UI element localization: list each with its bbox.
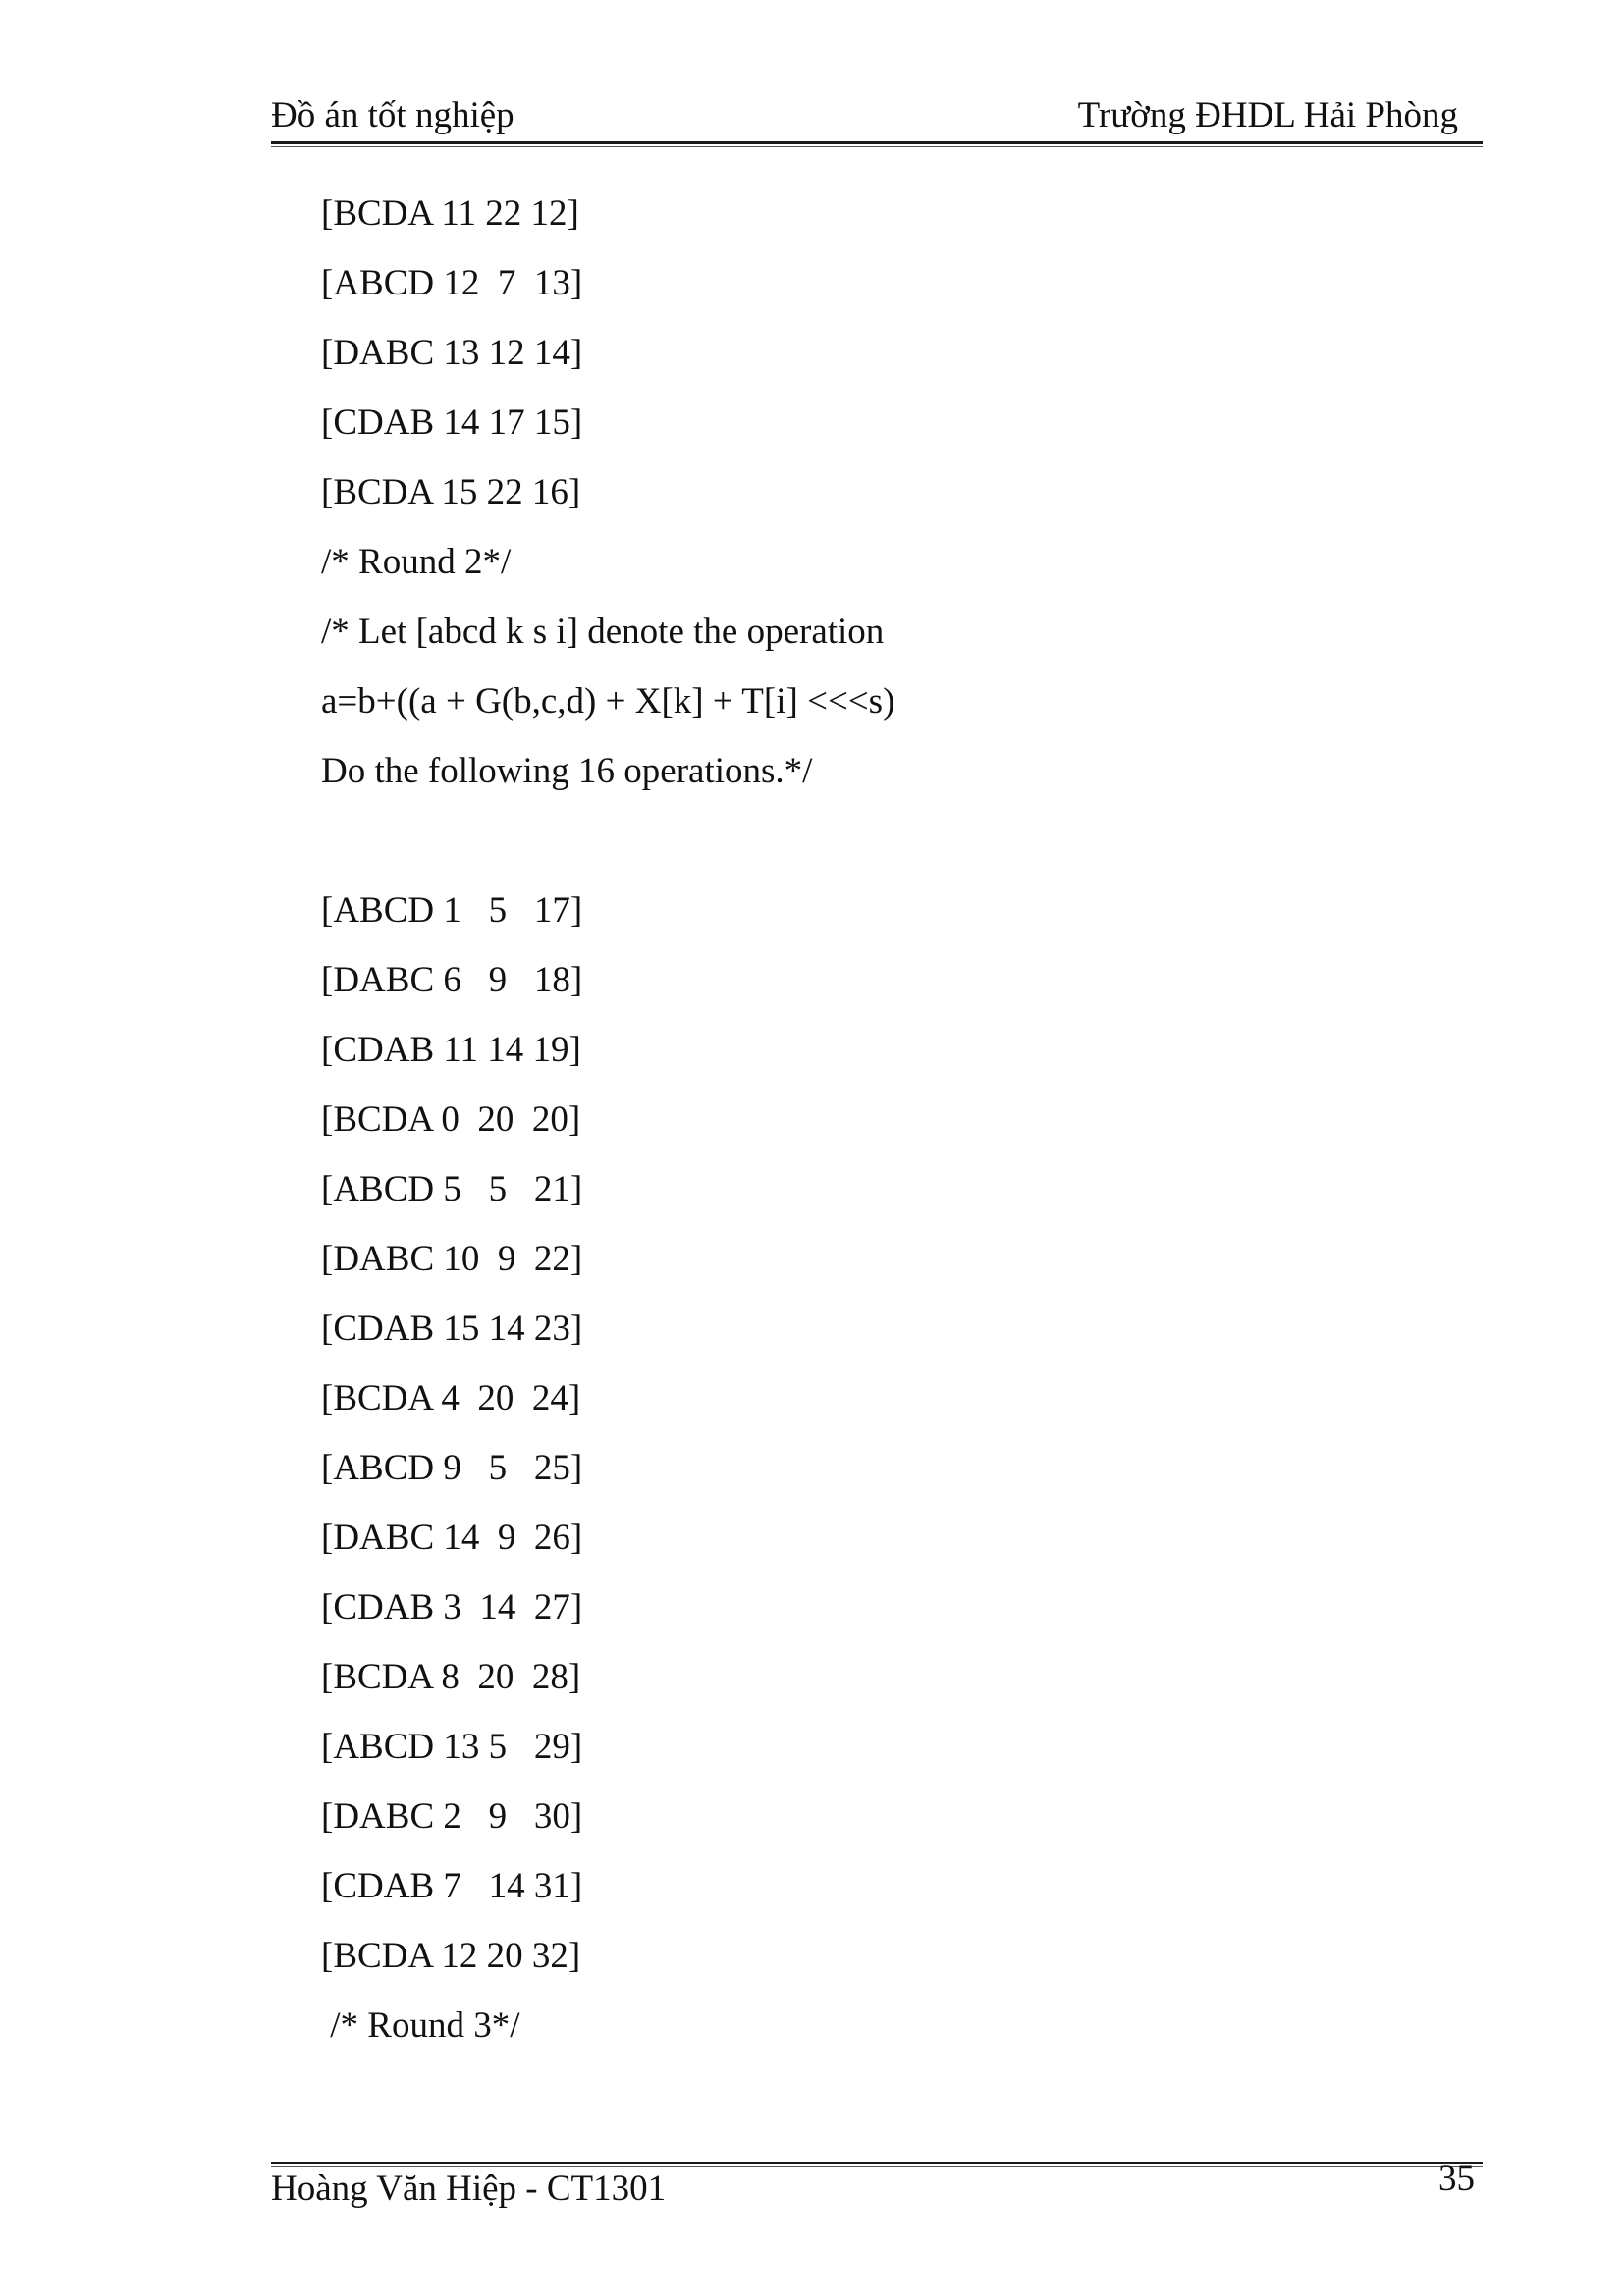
code-line: [DABC 6 9 18]	[321, 960, 583, 1000]
code-line: [BCDA 11 22 12]	[321, 193, 579, 234]
code-line: [CDAB 11 14 19]	[321, 1030, 581, 1070]
code-line: [ABCD 5 5 21]	[321, 1169, 583, 1209]
code-line: [BCDA 8 20 28]	[321, 1657, 581, 1697]
code-line: [CDAB 7 14 31]	[321, 1866, 583, 1906]
header-title-left: Đồ án tốt nghiệp	[271, 95, 514, 135]
code-line: [ABCD 13 5 29]	[321, 1727, 583, 1767]
code-line: [CDAB 14 17 15]	[321, 402, 583, 443]
code-line: [CDAB 3 14 27]	[321, 1587, 583, 1628]
document-body	[321, 187, 894, 2068]
code-line: [CDAB 15 14 23]	[321, 1308, 583, 1349]
comment-line: Do the following 16 operations.*/	[321, 751, 813, 791]
code-line: [BCDA 12 20 32]	[321, 1936, 581, 1976]
header-title-right: Trường ĐHDL Hải Phòng	[1077, 95, 1458, 135]
code-line: [DABC 14 9 26]	[321, 1518, 583, 1558]
header-divider-thin	[271, 146, 1483, 147]
code-line: [ABCD 9 5 25]	[321, 1448, 583, 1488]
code-line: [BCDA 0 20 20]	[321, 1099, 581, 1140]
code-line: [ABCD 12 7 13]	[321, 263, 583, 303]
code-line: [BCDA 4 20 24]	[321, 1378, 581, 1418]
blank-line	[321, 814, 894, 883]
page-number: 35	[1438, 2159, 1475, 2199]
round-comment: /* Round 2*/	[321, 542, 512, 582]
formula-line: a=b+((a + G(b,c,d) + X[k] + T[i] <<<s)	[321, 681, 895, 721]
code-line: [DABC 13 12 14]	[321, 333, 583, 373]
footer-author: Hoàng Văn Hiệp - CT1301	[271, 2168, 667, 2209]
code-line: [BCDA 15 22 16]	[321, 472, 581, 512]
code-line: [DABC 2 9 30]	[321, 1796, 583, 1837]
round-comment: /* Round 3*/	[321, 2005, 520, 2046]
comment-line: /* Let [abcd k s i] denote the operation	[321, 612, 885, 652]
footer-divider	[271, 2162, 1483, 2164]
code-line: [DABC 10 9 22]	[321, 1239, 583, 1279]
code-line: [ABCD 1 5 17]	[321, 890, 583, 931]
header-divider	[271, 141, 1483, 144]
